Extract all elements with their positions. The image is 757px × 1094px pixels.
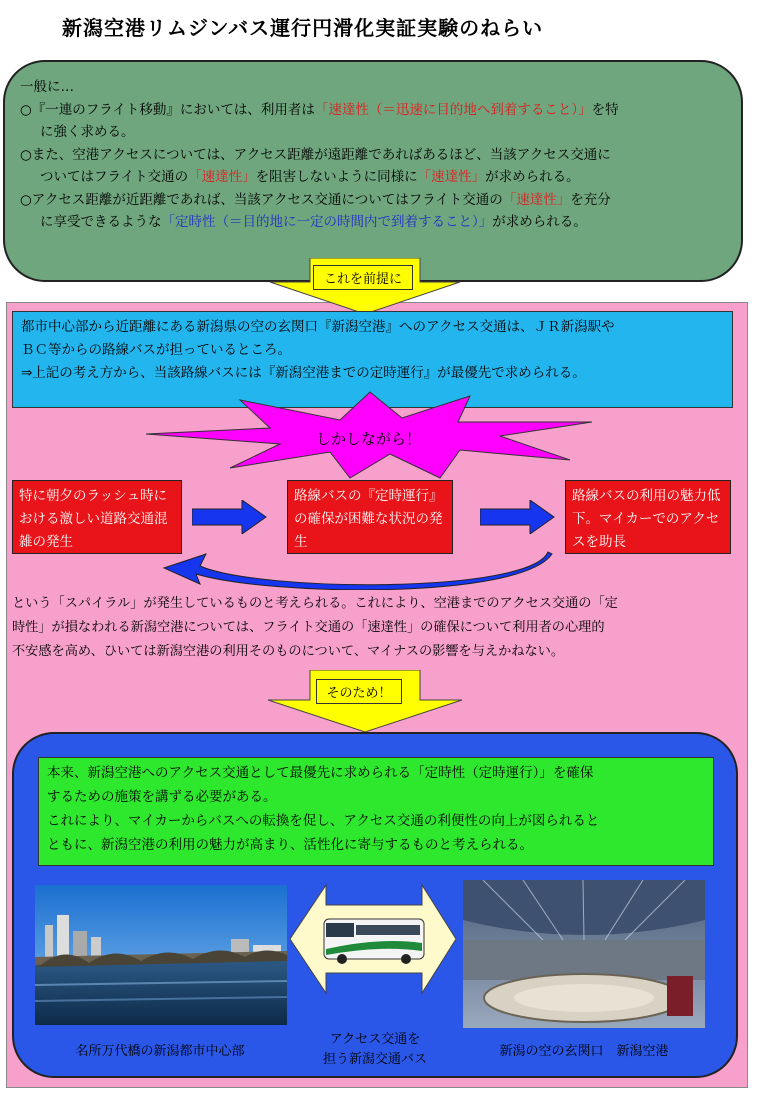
spiral-box-attraction: 路線バスの利用の魅力低下。マイカーでのアクセスを助長	[565, 480, 731, 554]
spiral-explanation	[12, 592, 738, 664]
caption-bus-line-2: 担う新潟交通バス	[322, 1052, 427, 1067]
text-segment: が求められる。	[485, 169, 580, 185]
conclusion-line: ともに、新潟空港の利用の魅力が高まり、活性化に寄与するものと考えられる。	[47, 837, 533, 853]
text-segment: を阻害しないように同様に	[255, 169, 418, 185]
bus-icon	[324, 919, 424, 964]
context-line: ＢＣ等からの路線バスが担っているところ。	[21, 342, 291, 358]
caption-bus-line-1: アクセス交通を	[329, 1032, 421, 1047]
page-title: 新潟空港リムジンバス運行円滑化実証実験のねらい	[62, 16, 544, 40]
text-segment: が求められる。	[492, 214, 587, 230]
text-emphasis: 「速達性（＝迅速に目的地へ到着すること）」	[314, 101, 592, 118]
intro-bullet-2-cont	[20, 166, 735, 189]
text-segment: を特	[591, 101, 619, 118]
conclusion-line: 本来、新潟空港へのアクセス交通として最優先に求められる「定時性（定時運行）」を確保	[47, 765, 594, 781]
text-emphasis: 「速達性」	[188, 169, 256, 185]
curved-return-arrow	[160, 544, 560, 590]
bus-double-arrow	[290, 877, 458, 1003]
context-line: ⇒上記の考え方から、当該路線バスには『新潟空港までの定時運行』が最優先で求められる。	[21, 365, 586, 381]
context-line: 都市中心部から近距離にある新潟県の空の玄関口『新潟空港』へのアクセス交通は、ＪＲ新潟駅や	[21, 319, 615, 335]
intro-bullet-2: ○また、空港アクセスについては、アクセス距離が遠距離であればあるほど、当該アクセス交通に	[20, 146, 611, 163]
text-emphasis: 「速達性」	[417, 169, 486, 185]
conclusion-box	[38, 757, 714, 866]
paragraph-line: 不安感を高め、ひいては新潟空港の利用そのものについて、マイナスの影響を与えかねない。	[12, 644, 565, 659]
right-arrow-1	[192, 500, 268, 534]
arrow-label-premise: これを前提に	[313, 265, 413, 290]
intro-bullet-1-cont: に強く求める。	[40, 124, 135, 140]
conclusion-line: これにより、マイカーからバスへの転換を促し、アクセス交通の利便性の向上が図られると	[47, 813, 600, 829]
text-segment: を充分	[570, 191, 611, 208]
paragraph-line: という「スパイラル」が発生しているものと考えられる。これにより、空港までのアクセス交通の「定	[12, 596, 618, 611]
text-segment: に享受できるような	[40, 214, 162, 230]
paragraph-line: 時性」が損なわれる新潟空港については、フライト交通の「速達性」の確保について利用者の心理的	[12, 620, 605, 635]
text-emphasis-blue: 「定時性（＝目的地に一定の時間内で到着すること）」	[161, 214, 493, 230]
text-segment: ○アクセス距離が近距離であれば、当該アクセス交通についてはフライト交通の	[20, 191, 503, 208]
spiral-box-punctuality: 路線バスの『定時運行』の確保が困難な状況の発生	[287, 480, 453, 554]
text-segment: ついてはフライト交通の	[40, 169, 189, 185]
intro-bullet-3	[20, 189, 735, 212]
burst-label: しかしながら！	[316, 430, 422, 448]
arrow-label-therefore: そのため！	[316, 679, 402, 704]
intro-lead: 一般に…	[20, 79, 74, 95]
right-arrow-2	[480, 500, 556, 534]
caption-airport: 新潟の空の玄関口 新潟空港	[499, 1044, 669, 1059]
airport-photo	[463, 880, 705, 1028]
text-segment: ○『一連のフライト移動』においては、利用者は	[20, 101, 315, 118]
text-emphasis: 「速達性」	[502, 191, 571, 208]
intro-bullet-1	[20, 99, 735, 122]
bridge-photo	[35, 885, 287, 1025]
intro-text	[20, 76, 735, 234]
spiral-box-congestion: 特に朝夕のラッシュ時における激しい道路交通混雑の発生	[12, 480, 182, 554]
intro-bullet-3-cont	[20, 211, 735, 234]
conclusion-line: するための施策を講ずる必要がある。	[47, 789, 277, 805]
caption-city-center: 名所万代橋の新潟都市中心部	[75, 1044, 245, 1059]
